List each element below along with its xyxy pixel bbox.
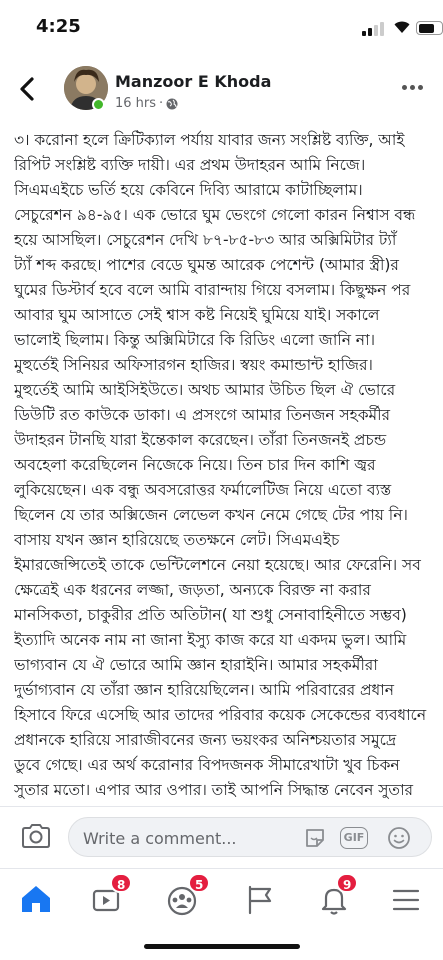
post-text-line: মুহুর্তেই সিনিয়র অফিসারগন হাজির। স্বয়ং কমান্ডান্ট হাজির। — [14, 356, 373, 374]
post-text-line: ঘুমের ডিস্টার্ব হবে বলে আমি বারান্দায় গিয়ে বসলাম। কিছুক্ষন পর — [14, 281, 411, 299]
status-bar — [0, 0, 443, 58]
nav-menu[interactable] — [386, 879, 426, 919]
post-text-line: সিএমএইচে ভর্তি হয়ে কেবিনে দিব্যি আরামে কাটাচ্ছিলাম। — [14, 181, 363, 199]
post-text-line: ট্যাঁ শব্দ করছে। পাশের বেডে ঘুমন্ত আরেক পেশেন্ট (আমার স্ত্রী)র — [14, 256, 399, 274]
nav-home[interactable] — [16, 879, 56, 919]
post-text-line: মানসিকতা, চাকুরীর প্রতি অতিটান( যা শুধু সেনাবাহিনীতে সম্ভব) — [14, 606, 407, 624]
camera-icon[interactable] — [20, 822, 52, 850]
comment-bar — [0, 806, 443, 868]
post-text-line: দুর্ভাগ্যবান যে তাঁরা জ্ঞান হারিয়েছিলেন। আমি পরিবারের প্রধান — [14, 681, 394, 699]
menu-icon — [386, 879, 426, 919]
post-text-line: রিপিট সংশ্লিষ্ট ব্যক্তি দায়ী। এর প্রথম উদাহরন আমি নিজে। — [14, 156, 366, 174]
nav-pages[interactable] — [240, 879, 280, 919]
post-text-line: মুহুর্তেই আমি আইসিইউতে। অথচ আমার উচিত ছিল ঐ ভোরে — [14, 381, 396, 399]
watch-badge: 8 — [110, 873, 132, 893]
groups-badge: 5 — [188, 873, 210, 893]
post-text-line: ক্ষেত্রেই এক ধরনের লজ্জা, জড়তা, অন্যকে বিরক্ত না করার — [14, 581, 371, 599]
notifications-badge: 9 — [336, 873, 358, 893]
cellular-signal-icon — [362, 22, 386, 36]
globe-icon — [166, 98, 178, 110]
post-text-line: সুতার মতো। এপার আর ওপার। তাই আপনি সিদ্ধান্ত নেবেন সুতার — [14, 781, 414, 799]
post-text-line: ভাগ্যবান যে ঐ ভোরে আমি জ্ঞান হারাইনি। আমার সহকর্মীরা — [14, 656, 378, 674]
post-text-line: ভালোই ছিলাম। কিন্তু অক্সিমিটারে কি রিডিং এলো জানি না। — [14, 331, 376, 349]
post-body — [14, 128, 434, 808]
post-text-line: ৩। করোনা হলে ক্রিটিক্যাল পর্যায় যাবার জন্য সংশ্লিষ্ট ব্যক্তি, আই — [14, 131, 405, 149]
post-time[interactable]: 16 hrs — [115, 96, 157, 111]
nav-notifications[interactable] — [314, 879, 354, 919]
online-status-indicator — [92, 98, 105, 111]
post-text-line: লুকিয়েছেন। এক বন্ধু অবসরোত্তর ফর্মালেটিজ নিয়ে এতো ব্যস্ত — [14, 481, 392, 499]
gif-icon[interactable]: GIF — [340, 827, 368, 849]
post-text-line: বাসায় যখন জ্ঞান হারিয়েছে ততক্ষনে লেট। সিএমএইচ — [14, 531, 340, 549]
comment-input-container[interactable] — [68, 817, 432, 857]
sticker-icon[interactable] — [303, 826, 327, 850]
status-time: 4:25 — [36, 16, 81, 37]
flag-icon — [240, 879, 280, 919]
post-text-line: প্রধানকে হারিয়ে সারাজীবনের জন্য ভয়ংকর অনিশ্চয়তার সমুদ্রে — [14, 731, 397, 749]
nav-groups[interactable] — [162, 879, 202, 919]
post-text-line: ছিলেন যে তার অক্সিজেন লেভেল কখন নেমে গেছে টের পায় নি। — [14, 506, 408, 524]
post-text-line: হিসাবে ফিরে এসেছি আর তাদের পরিবার কয়েক সেকেন্ডের ব্যবধানে — [14, 706, 427, 724]
post-text-line: হয়ে আসছিল। সেচুরেশন দেখি ৮৭-৮৫-৮৩ আর অক্সিমিটার ট্যাঁ — [14, 231, 397, 249]
more-options-icon[interactable] — [402, 84, 424, 92]
post-text-line: অবহেলা করেছিলেন নিজেকে নিয়ে। তিন চার দিন কাশি জ্বর — [14, 456, 376, 474]
post-meta — [115, 96, 178, 111]
post-text-line: ইমারজেন্সিতেই তাকে ভেন্টিলেশনে নেয়া হয়েছে। আর ফেরেনি। সব — [14, 556, 421, 574]
post-header — [0, 60, 443, 122]
post-text-line: ডুবে গেছে। এর অর্থ করোনার বিপদজনক সীমারেখাটা খুব চিকন — [14, 756, 400, 774]
meta-separator: · — [159, 96, 164, 111]
home-indicator — [144, 944, 300, 949]
post-text-line: ইত্যাদি অনেক নাম না জানা ইস্যু কাজ করে যা একদম ভুল। আমি — [14, 631, 407, 649]
battery-icon — [416, 21, 443, 35]
post-text-line: সেচুরেশন ৯৪-৯৫। এক ভোরে ঘুম ভেংগে গেলো কারন নিশ্বাস বন্ধ — [14, 206, 416, 224]
emoji-icon[interactable] — [387, 826, 411, 850]
wifi-icon — [392, 18, 412, 34]
comment-input[interactable] — [83, 826, 283, 850]
nav-watch[interactable] — [88, 879, 128, 919]
post-text-line: আবার ঘুম আসাতে সেই শ্বাস কষ্ট নিয়েই ঘুমিয়ে যাই। সকালে — [14, 306, 380, 324]
post-text-line: ডিউটি রত কাউকে ডাকা। এ প্রসংগে আমার তিনজন সহকর্মীর — [14, 406, 391, 424]
post-text-line: উদাহরন টানছি যারা ইন্তেকাল করেছেন। তাঁরা তিনজনই প্রচন্ড — [14, 431, 387, 449]
author-name[interactable]: Manzoor E Khoda — [115, 72, 272, 91]
back-arrow-icon[interactable] — [14, 74, 40, 104]
home-icon — [16, 879, 56, 919]
